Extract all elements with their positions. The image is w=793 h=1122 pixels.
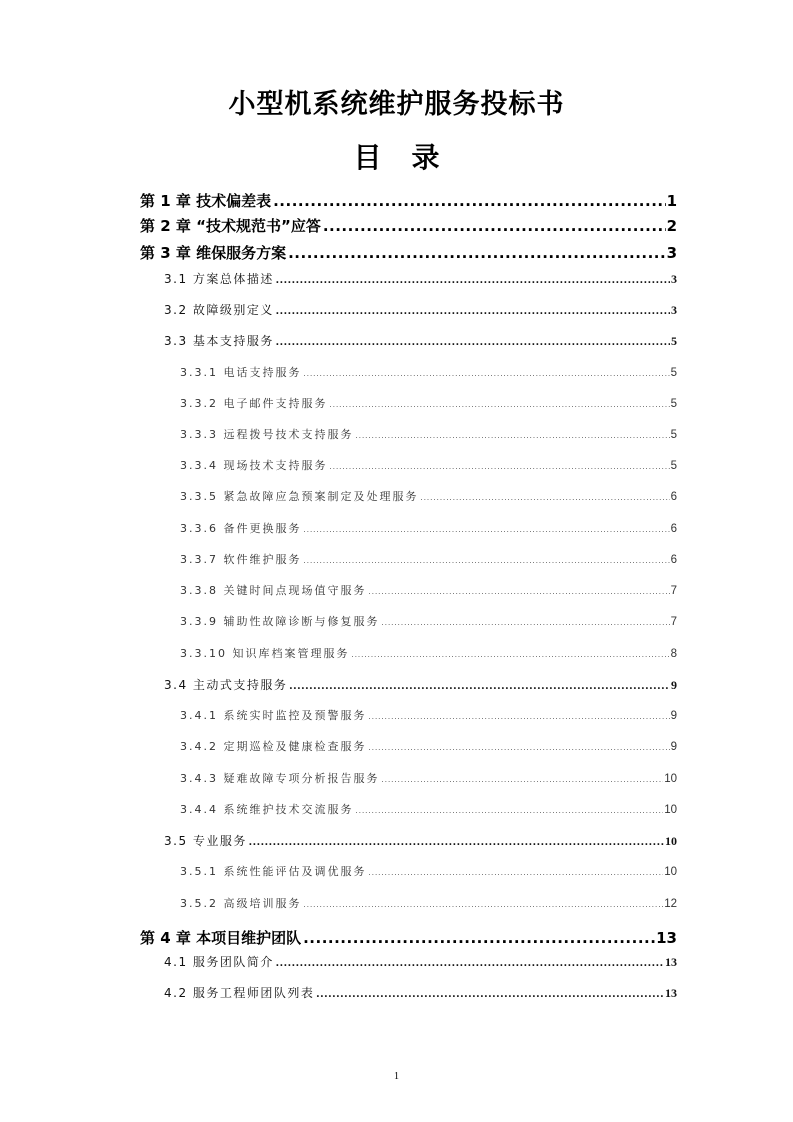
toc-entry-page: 6: [670, 523, 677, 535]
toc-entry-page: 6: [670, 554, 677, 566]
toc-entry-label: 第 3 章 维保服务方案: [140, 244, 287, 262]
toc-entry[interactable]: [164, 270, 677, 287]
toc-entry[interactable]: [164, 301, 677, 318]
dot-leader: [304, 901, 664, 909]
toc-entry[interactable]: [164, 953, 677, 970]
toc-entry[interactable]: [140, 190, 677, 208]
toc-entry-label: 3.4.2 定期巡检及健康检查服务: [180, 740, 367, 753]
toc-entry-page: 7: [670, 616, 677, 628]
toc-entry-page: 9: [671, 678, 677, 692]
toc-entry[interactable]: [164, 676, 677, 693]
dot-leader: [304, 526, 670, 534]
dot-leader: [369, 713, 670, 721]
toc-entry-label: 3.3.10 知识库档案管理服务: [180, 647, 350, 660]
toc-entry[interactable]: [140, 927, 677, 945]
toc-entry-page: 5: [670, 429, 677, 441]
dot-leader: [382, 776, 664, 784]
dot-leader: [323, 217, 666, 235]
toc-entry-label: 3.3.3 远程拨号技术支持服务: [180, 428, 354, 441]
dot-leader: [303, 929, 655, 947]
dot-leader: [351, 651, 669, 659]
toc-entry-page: 5: [670, 398, 677, 410]
dot-leader: [249, 834, 664, 849]
toc-entry-label: 3.3.8 关键时间点现场值守服务: [180, 584, 367, 597]
dot-leader: [369, 869, 664, 877]
toc-entry[interactable]: [180, 395, 677, 411]
toc-entry[interactable]: [180, 738, 677, 754]
toc-entry-label: 3.5.1 系统性能评估及调优服务: [180, 865, 367, 878]
toc-entry-page: 13: [665, 986, 677, 1000]
toc-entry-page: 3: [671, 272, 677, 286]
toc-entry-page: 7: [670, 585, 677, 597]
toc-entry-page: 10: [664, 773, 677, 785]
toc-entry[interactable]: [180, 364, 677, 380]
dot-leader: [330, 463, 670, 471]
toc-entry-page: 1: [666, 192, 677, 210]
toc-entry[interactable]: [180, 551, 677, 567]
toc-entry-page: 8: [670, 648, 677, 660]
toc-entry[interactable]: [180, 488, 677, 504]
toc-entry[interactable]: [180, 707, 677, 723]
toc-entry-label: 第 1 章 技术偏差表: [140, 192, 272, 210]
toc-entry-label: 3.3.5 紧急故障应急预案制定及处理服务: [180, 490, 419, 503]
toc-entry[interactable]: [180, 863, 677, 879]
toc-entry-page: 12: [664, 898, 677, 910]
toc-entry-label: 3.3.4 现场技术支持服务: [180, 459, 328, 472]
dot-leader: [316, 986, 664, 1001]
toc-entry[interactable]: [140, 242, 677, 260]
toc-entry[interactable]: [164, 332, 677, 349]
toc-entry-page: 13: [665, 955, 677, 969]
toc-entry-label: 3.4 主动式支持服务: [164, 678, 288, 692]
toc-entry-label: 3.4.4 系统维护技术交流服务: [180, 803, 354, 816]
dot-leader: [356, 807, 664, 815]
dot-leader: [330, 401, 670, 409]
toc-entry[interactable]: [180, 645, 677, 661]
toc-entry-page: 5: [670, 460, 677, 472]
document-title: 小型机系统维护服务投标书: [228, 89, 565, 120]
toc-entry-label: 第 2 章 “技术规范书”应答: [140, 217, 321, 235]
toc-entry[interactable]: [180, 895, 677, 911]
dot-leader: [288, 244, 665, 262]
toc-entry[interactable]: [180, 801, 677, 817]
toc-entry-page: 10: [664, 804, 677, 816]
toc-entry[interactable]: [164, 832, 677, 849]
dot-leader: [273, 192, 665, 210]
toc-entry-label: 3.2 故障级别定义: [164, 303, 274, 317]
toc-entry-label: 3.1 方案总体描述: [164, 272, 274, 286]
dot-leader: [304, 370, 670, 378]
dot-leader: [369, 588, 670, 596]
toc-entry[interactable]: [180, 426, 677, 442]
toc-entry-page: 9: [670, 710, 677, 722]
toc-entry-label: 3.3 基本支持服务: [164, 334, 274, 348]
toc-entry[interactable]: [180, 520, 677, 536]
dot-leader: [276, 334, 670, 349]
toc-entry-page: 5: [670, 367, 677, 379]
toc-entry-label: 3.5 专业服务: [164, 834, 247, 848]
toc-entry-page: 3: [671, 303, 677, 317]
toc-heading-text: 目录: [353, 141, 470, 174]
toc-heading: [0, 136, 793, 176]
dot-leader: [304, 557, 670, 565]
dot-leader: [276, 303, 670, 318]
toc-entry-page: 9: [670, 741, 677, 753]
toc-entry-label: 3.4.1 系统实时监控及预警服务: [180, 709, 367, 722]
toc-entry-label: 3.3.6 备件更换服务: [180, 522, 302, 535]
dot-leader: [356, 432, 670, 440]
dot-leader: [369, 744, 670, 752]
toc-entry-label: 3.3.2 电子邮件支持服务: [180, 397, 328, 410]
toc-entry[interactable]: [140, 215, 677, 233]
toc-entry-label: 4.2 服务工程师团队列表: [164, 986, 315, 1000]
dot-leader: [382, 619, 670, 627]
dot-leader: [276, 272, 670, 287]
toc-entry-page: 10: [664, 866, 677, 878]
toc-entry[interactable]: [180, 457, 677, 473]
toc-entry-page: 13: [656, 929, 677, 947]
dot-leader: [276, 955, 664, 970]
toc-entry-label: 3.3.1 电话支持服务: [180, 366, 302, 379]
toc-entry-label: 3.3.9 辅助性故障诊断与修复服务: [180, 615, 380, 628]
toc-entry-page: 2: [666, 217, 677, 235]
toc-entry-label: 第 4 章 本项目维护团队: [140, 929, 302, 947]
toc-entry[interactable]: [180, 770, 677, 786]
dot-leader: [289, 678, 670, 693]
toc-entry-label: 3.5.2 高级培训服务: [180, 897, 302, 910]
page-number: 1: [394, 1071, 399, 1082]
toc-entry-label: 3.4.3 疑难故障专项分析报告服务: [180, 772, 380, 785]
toc-entry[interactable]: [180, 582, 677, 598]
toc-entry[interactable]: [180, 613, 677, 629]
dot-leader: [420, 494, 669, 502]
toc-entry-page: 10: [665, 834, 677, 848]
toc-entry-label: 4.1 服务团队简介: [164, 955, 274, 969]
toc-entry-page: 3: [666, 244, 677, 262]
toc-entry[interactable]: [164, 984, 677, 1001]
toc-entry-label: 3.3.7 软件维护服务: [180, 553, 302, 566]
toc-entry-page: 6: [670, 491, 677, 503]
toc-entry-page: 5: [671, 334, 677, 348]
